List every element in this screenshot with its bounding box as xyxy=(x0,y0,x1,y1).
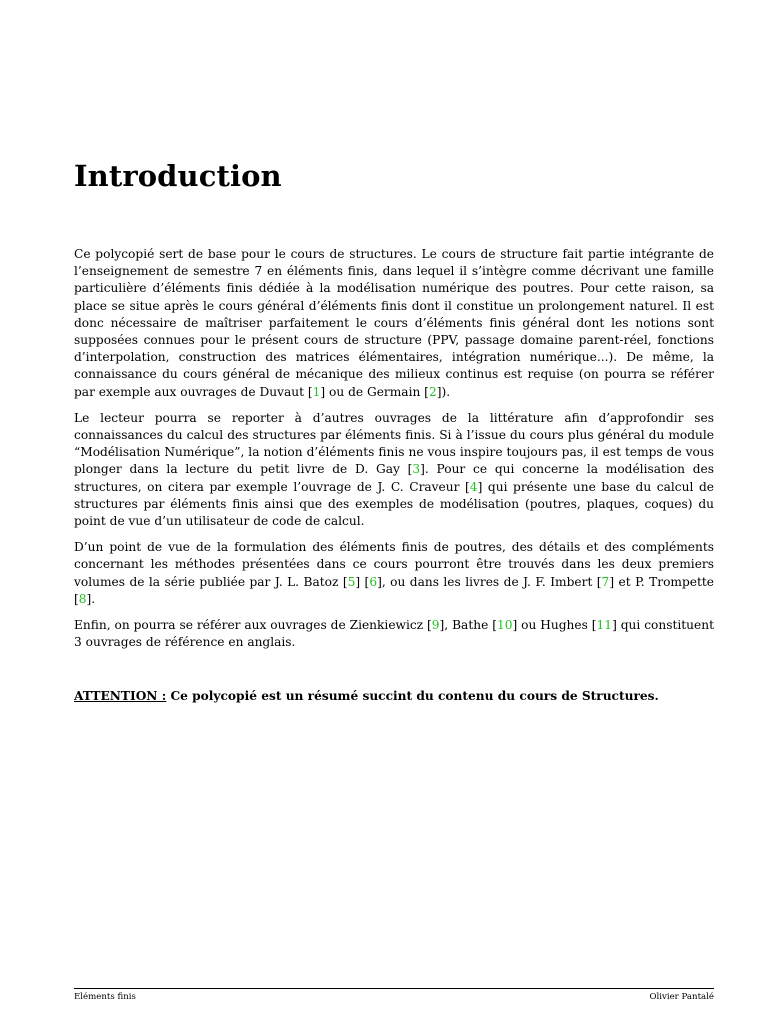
citation-link[interactable]: 11 xyxy=(596,618,613,633)
document-page xyxy=(74,0,714,1024)
paragraph xyxy=(74,617,714,651)
paragraph-text: ] ou Hughes [ xyxy=(512,618,597,633)
paragraph xyxy=(74,410,714,530)
paragraph-text: Ce polycopié sert de base pour le cours de structures. Le cours de structure fait partie intégrante de l’enseignement de semestre 7 en éléments finis, dans lequel il s’intègre comme décrivant une famille particulière d’éléments finis dédiée à la modélisation numérique des poutres. Pour cette raison, sa place se situe après le cours général d’éléments finis dont il constitue un prolongement naturel. Il est donc nécessaire de maîtriser parfaitement le cours d’éléments finis général dont les notions sont supposées connues pour le présent cours de structure (PPV, passage domaine parent-réel, fonctions d’interpolation, construction des matrices élémentaires, intégration numérique...). De même, la connaissance du cours général de mécanique des milieux continus est requise (on pourra se référer par exemple aux ouvrages de Duvaut [ xyxy=(74,247,714,399)
citation-link[interactable]: 3 xyxy=(412,462,421,477)
paragraph-text: D’un point de vue de la formulation des éléments finis de poutres, des détails et des compléments concernant les méthodes présentées dans ce cours pourront être trouvés dans les deux premiers volumes de la série publiée par J. L. Batoz [ xyxy=(74,540,714,589)
paragraph-text: ]. Pour ce qui concerne la modélisation des structures, on citera par exemple l’ouvrage de J. C. Craveur [ xyxy=(74,462,714,494)
attention-text: Ce polycopié est un résumé succint du contenu du cours de Structures. xyxy=(170,689,659,703)
document-body xyxy=(74,246,714,660)
citation-link[interactable]: 8 xyxy=(78,591,87,606)
page-title: Introduction xyxy=(74,159,282,193)
paragraph-text: ] et P. Trompette [ xyxy=(74,574,714,606)
paragraph xyxy=(74,539,714,608)
citation-link[interactable]: 2 xyxy=(428,384,437,399)
paragraph-text: ]. xyxy=(86,591,96,606)
footer-divider xyxy=(74,988,714,989)
citation-link[interactable]: 1 xyxy=(312,384,321,399)
citation-link[interactable]: 9 xyxy=(431,618,440,633)
paragraph-text: ] ou de Germain [ xyxy=(320,384,429,399)
citation-link[interactable]: 7 xyxy=(601,574,610,589)
paragraph xyxy=(74,246,714,401)
paragraph-text: ] qui présente une base du calcul de structures par éléments finis ainsi que des exemples de modélisation (poutres, plaques, coques) du point de vue d’un utilisateur de code de calcul. xyxy=(74,479,714,529)
paragraph-text: ] qui constituent 3 ouvrages de référence en anglais. xyxy=(74,618,714,650)
paragraph-text: Enfin, on pourra se référer aux ouvrages de Zienkiewicz [ xyxy=(74,618,432,633)
citation-link[interactable]: 6 xyxy=(369,574,378,589)
citation-link[interactable]: 5 xyxy=(347,574,356,589)
footer-right-text: Olivier Pantalé xyxy=(649,992,714,1002)
paragraph-text: ], Bathe [ xyxy=(439,618,497,633)
footer-left-text: Eléments finis xyxy=(74,992,136,1002)
citation-link[interactable]: 4 xyxy=(469,479,478,494)
citation-link[interactable]: 10 xyxy=(496,618,513,633)
paragraph-text: ], ou dans les livres de J. F. Imbert [ xyxy=(377,574,602,589)
paragraph-text: ]). xyxy=(436,384,451,399)
paragraph-text: Le lecteur pourra se reporter à d’autres ouvrages de la littérature afin d’approfondir ses connaissances du calcul des structures par éléments finis. Si à l’issue du cours plus général du module “Modélisation Numérique”, la notion d’éléments finis ne vous inspire toujours pas, il est temps de vous plonger dans la lecture du petit livre de D. Gay [ xyxy=(74,410,714,477)
attention-label: ATTENTION : xyxy=(74,689,167,703)
attention-notice xyxy=(74,688,714,705)
paragraph-text: ] [ xyxy=(355,574,370,589)
